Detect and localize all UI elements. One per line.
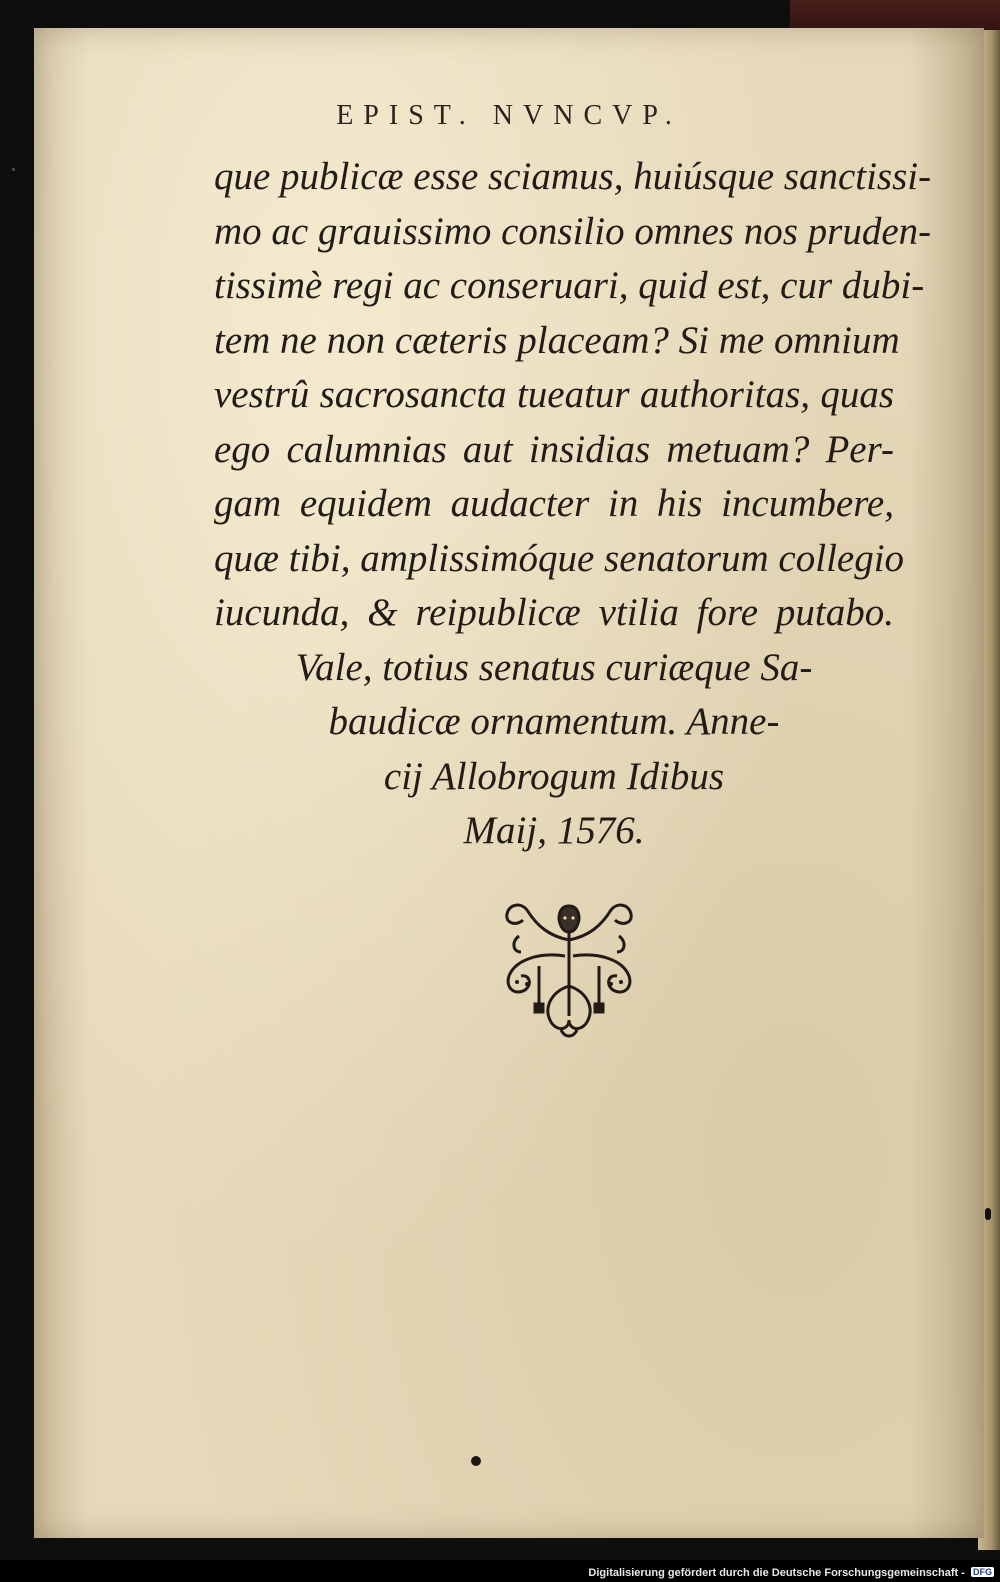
text-line: ego calumnias aut insidias metuam? Per- [214, 427, 894, 471]
text-line: quæ tibi, amplissimóque senatorum collegio [214, 536, 905, 580]
text-line: iucunda, & reipublicæ vtilia fore putabo. [214, 591, 894, 634]
text-line: tissimè regi ac conseruari, quid est, cur dubi- [214, 264, 925, 307]
edge-mark [985, 1208, 991, 1220]
text-line: tem ne non cæteris placeam? Si me omnium [214, 318, 900, 362]
text-line: vestrû sacrosancta tueatur authoritas, quas [214, 373, 894, 416]
closing-line: cij Allobrogum Idibus [383, 754, 725, 798]
closing-line: baudicæ ornamentum. Anne- [328, 700, 780, 743]
funding-credit [588, 1567, 994, 1579]
dfg-logo-icon: DFG [973, 1567, 992, 1577]
footer-bar [0, 1560, 1000, 1582]
printers-ornament-icon [499, 896, 639, 1041]
text-line: que publicæ esse sciamus, huiúsque sanctissi- [214, 155, 932, 198]
scan-speck [12, 168, 15, 171]
letter-text [214, 150, 932, 859]
closing-date-line: Maij, 1576. [463, 809, 645, 852]
funding-credit-text: Digitalisierung gefördert durch die Deutsche Forschungsgemeinschaft - [588, 1567, 965, 1579]
closing-line: Vale, totius senatus curiæque Sa- [295, 645, 813, 689]
running-head: EPIST. NVNCVP. [336, 100, 682, 131]
text-line: mo ac grauissimo consilio omnes nos pruden- [214, 209, 932, 253]
text-line: gam equidem audacter in his incumbere, [214, 482, 894, 525]
page-signature-dot [471, 1456, 481, 1466]
book-page [34, 28, 984, 1538]
